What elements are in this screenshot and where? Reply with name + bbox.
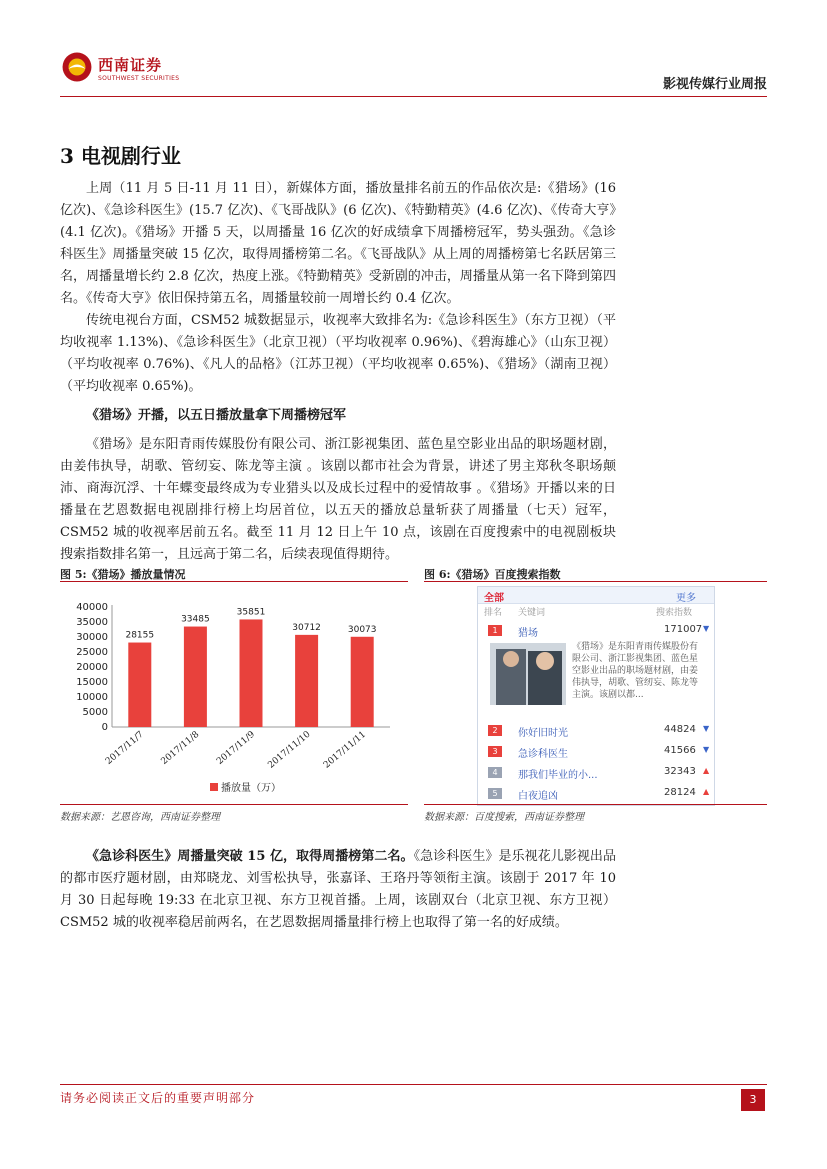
y-tick-label: 25000 <box>76 647 108 658</box>
header-divider <box>60 96 767 97</box>
poster-image <box>490 643 566 705</box>
company-logo <box>60 50 94 84</box>
search-index: 44824 <box>664 724 696 735</box>
bar <box>184 627 207 727</box>
figure5-caption: 图 5:《猎场》播放量情况 <box>60 568 186 581</box>
search-index: 171007 <box>664 624 703 635</box>
logo-text: 西南证券 <box>98 56 163 74</box>
figure6-bottom-rule <box>424 804 767 805</box>
rank-badge: 1 <box>488 625 502 636</box>
data-label: 28155 <box>125 630 155 641</box>
trend-down-icon: ▼ <box>703 724 710 733</box>
y-tick-label: 15000 <box>76 677 108 688</box>
data-label: 30712 <box>292 622 321 633</box>
y-tick-label: 35000 <box>76 617 108 628</box>
figure5-bottom-rule <box>60 804 408 805</box>
bar-chart <box>60 590 410 800</box>
category-label: 2017/11/10 <box>266 729 313 771</box>
category-label: 2017/11/11 <box>321 729 369 771</box>
keyword-link[interactable]: 猎场 <box>518 628 538 639</box>
baidu-index-panel <box>477 586 715 806</box>
list-item[interactable] <box>478 621 714 641</box>
footer-disclaimer: 请务必阅读正文后的重要声明部分 <box>60 1091 256 1105</box>
section-title: 3 电视剧行业 <box>60 144 181 168</box>
figure5-source: 数据来源：艺恩咨询，西南证券整理 <box>60 812 220 823</box>
category-label: 2017/11/9 <box>215 729 257 767</box>
paragraph-jizhen <box>60 846 616 934</box>
paragraph-liechang: 《猎场》是东阳青雨传媒股份有限公司、浙江影视集团、蓝色星空影业出品的职场题材剧，由姜伟执导，胡歌、管纫妄、陈龙等主演 。该剧以都市社会为背景，讲述了男主郑秋冬职场颠沛、商海沉浮、十年蝶变最终成为专业猎头以及成长过程中的爱情故事 。《猎场》开播以来的日播量在艺恩数据电视剧排行榜上均居首位，以五天的播放总量斩获了周播量（七天）冠军，CSM52 城的收视率居前五名。截至 11 月 12 日上午 10 点，该剧在百度搜索中的电视剧板块搜索指数排名第一，且远高于第二名，后续表现值得期待。 <box>60 437 616 562</box>
paragraph-tv: 传统电视台方面，CSM52 城数据显示，收视率大致排名为:《急诊科医生》（东方卫视）（平均收视率 1.13%)、《急诊科医生》（北京卫视）（平均收视率 0.96%)、《碧海雄心》（山东卫视）（平均收视率 0.76%)、《凡人的品格》（江苏卫视）（平均收视率 0.65%)、《猎场》（湖南卫视）（平均收视率 0.65%)。 <box>60 313 616 394</box>
trend-up-icon: ▲ <box>703 787 710 796</box>
report-title: 影视传媒行业周报 <box>662 77 767 92</box>
bar <box>128 643 151 727</box>
trend-down-icon: ▼ <box>703 624 710 633</box>
keyword-link[interactable]: 白夜追凶 <box>518 791 558 802</box>
trend-up-icon: ▲ <box>703 766 710 775</box>
legend-swatch <box>210 783 218 791</box>
figure6-rule <box>424 581 767 582</box>
rank-badge: 2 <box>488 725 502 736</box>
logo-english: SOUTHWEST SECURITIES <box>98 75 180 82</box>
col-index: 搜索指数 <box>656 608 693 618</box>
data-label: 35851 <box>236 607 266 618</box>
rank-badge: 4 <box>488 767 502 778</box>
list-item[interactable] <box>478 742 714 762</box>
keyword-link[interactable]: 急诊科医生 <box>518 749 568 760</box>
figure5-rule <box>60 581 408 582</box>
category-label: 2017/11/7 <box>103 729 146 767</box>
y-tick-label: 20000 <box>76 662 108 673</box>
tab-all[interactable]: 全部 <box>484 593 504 604</box>
keyword-link[interactable]: 那我们毕业的小... <box>518 770 598 781</box>
y-tick-label: 10000 <box>76 692 108 703</box>
subheading-liechang: 《猎场》开播，以五日播放量拿下周播榜冠军 <box>86 408 347 423</box>
footer-divider <box>60 1084 767 1085</box>
search-index: 32343 <box>664 766 696 777</box>
data-label: 33485 <box>181 614 210 625</box>
legend-label: 播放量（万） <box>221 783 281 794</box>
trend-down-icon: ▼ <box>703 745 710 754</box>
list-item[interactable] <box>478 763 714 783</box>
more-link[interactable]: 更多 <box>676 593 696 604</box>
poster-description: 《猎场》是东阳青雨传媒股份有限公司、浙江影视集团、蓝色星空影业出品的职场题材剧，由姜伟执导，胡歌、管纫妄、陈龙等主演。该剧以都... <box>572 642 699 700</box>
keyword-link[interactable]: 你好旧时光 <box>518 728 568 739</box>
y-tick-label: 0 <box>101 722 108 733</box>
search-index: 28124 <box>664 787 696 798</box>
col-rank: 排名 <box>484 608 503 618</box>
category-label: 2017/11/8 <box>159 729 202 767</box>
page-number: 3 <box>741 1089 765 1111</box>
y-tick-label: 5000 <box>82 707 108 718</box>
bar <box>295 635 318 727</box>
data-label: 30073 <box>347 624 377 635</box>
search-index: 41566 <box>664 745 696 756</box>
paragraph-jizhen-body: 《急诊科医生》是乐视花儿影视出品的都市医疗题材剧，由郑晓龙、刘雪松执导，张嘉译、王珞丹等领衔主演。该剧于 2017 年 10 月 30 日起每晚 19:33 在北京卫视、东方卫视首播。上周，该剧双台（北京卫视、东方卫视）CSM52 城的收视率稳居前两名，在艺恩数据周播量排行榜上也取得了第一名的好成绩。 <box>60 849 616 930</box>
paragraph-jizhen-lead: 《急诊科医生》周播量突破 15 亿，取得周播榜第二名。 <box>86 849 414 864</box>
figure6-caption: 图 6:《猎场》百度搜索指数 <box>424 568 561 581</box>
rank-badge: 3 <box>488 746 502 757</box>
col-keyword: 关键词 <box>518 608 546 618</box>
figure6-source: 数据来源：百度搜索，西南证券整理 <box>424 812 584 823</box>
y-tick-label: 30000 <box>76 632 108 643</box>
panel-tabbar <box>478 587 714 604</box>
y-tick-label: 40000 <box>76 602 108 613</box>
bar <box>240 619 263 727</box>
rank-badge: 5 <box>488 788 502 799</box>
list-item[interactable] <box>478 721 714 741</box>
list-item[interactable] <box>478 784 714 804</box>
bar <box>351 637 374 727</box>
paragraph-new-media: 上周（11 月 5 日-11 月 11 日），新媒体方面，播放量排名前五的作品依次是:《猎场》(16 亿次)、《急诊科医生》(15.7 亿次)、《飞哥战队》(6 亿次)、《特勤精英》(4.6 亿次)、《传奇大亨》(4.1 亿次)。《猎场》开播 5 天，以周播量 16 亿次的好成绩拿下周播榜冠军，势头强劲。《急诊科医生》周播量突破 15 亿次，取得周播榜第二名。《飞哥战队》从上周的周播榜第七名跃居第三名，周播量增长约 2.8 亿次，热度上涨。《特勤精英》受新剧的冲击，周播量从第一名下降到第四名。《传奇大亨》依旧保持第五名，周播量较前一周增长约 0.4 亿次。 <box>60 181 616 306</box>
